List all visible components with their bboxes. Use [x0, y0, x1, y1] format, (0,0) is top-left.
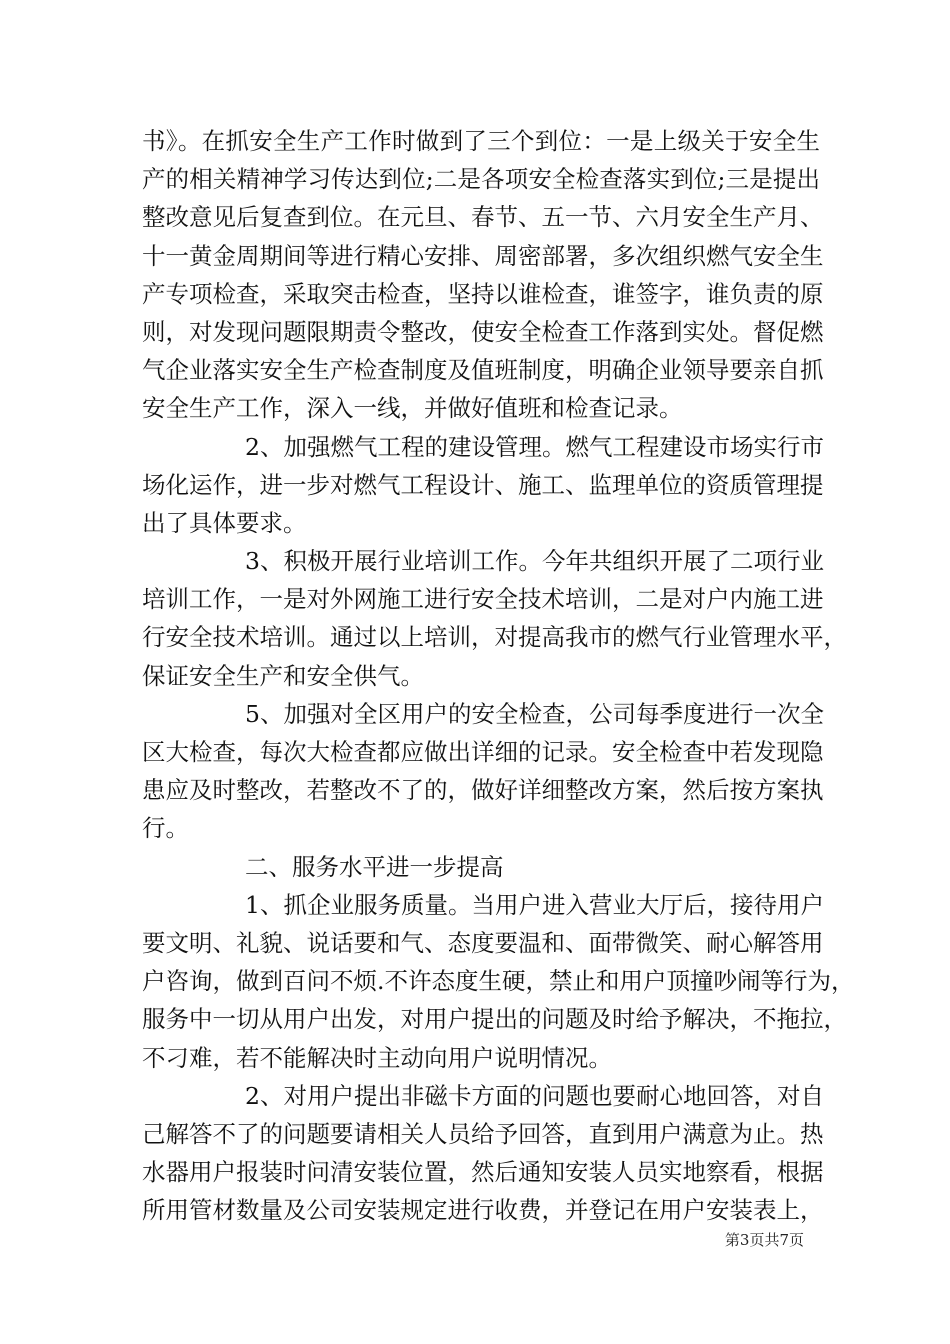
- paragraph: [142, 542, 847, 695]
- text-line: 出了具体要求。: [142, 508, 307, 537]
- text-line: 服务中一切从用户出发，对用户提出的问题及时给予解决，不拖拉，: [142, 1005, 847, 1034]
- text-line: 己解答不了的问题要请相关人员给予回答，直到用户满意为止。热: [142, 1119, 824, 1148]
- text-line: 户咨询，做到百问不烦.不许态度生硬，禁止和用户顶撞吵闹等行为，: [142, 967, 855, 996]
- text-line: 则，对发现问题限期责令整改，使安全检查工作落到实处。督促燃: [142, 317, 824, 346]
- text-line: 不刁难，若不能解决时主动向用户说明情况。: [142, 1043, 612, 1072]
- text-line: 1、抓企业服务质量。当用户进入营业大厅后，接待用户: [245, 890, 824, 919]
- text-line: 患应及时整改，若整改不了的，做好详细整改方案，然后按方案执: [142, 776, 824, 805]
- text-line: 整改意见后复查到位。在元旦、春节、五一节、六月安全生产月、: [142, 203, 824, 232]
- text-line: 行。: [142, 814, 189, 843]
- text-line: 产专项检查，采取突击检查，坚持以谁检查，谁签字，谁负责的原: [142, 279, 824, 308]
- paragraph: [142, 886, 855, 1077]
- paragraph: [142, 1077, 824, 1230]
- text-line: 行安全技术培训。通过以上培训，对提高我市的燃气行业管理水平，: [142, 623, 847, 652]
- text-line: 2、加强燃气工程的建设管理。燃气工程建设市场实行市: [245, 432, 824, 461]
- page-number: 第3页共7页: [724, 1231, 804, 1249]
- text-line: 要文明、礼貌、说话要和气、态度要温和、面带微笑、耐心解答用: [142, 928, 824, 957]
- text-line: 2、对用户提出非磁卡方面的问题也要耐心地回答，对自: [245, 1081, 824, 1110]
- text-line: 安全生产工作，深入一线，并做好值班和检查记录。: [142, 394, 683, 423]
- paragraph: [142, 848, 820, 886]
- text-line: 5、加强对全区用户的安全检查，公司每季度进行一次全: [245, 699, 824, 728]
- text-line: 3、积极开展行业培训工作。今年共组织开展了二项行业: [245, 547, 824, 576]
- document-body: [142, 122, 855, 1229]
- text-line: 产的相关精神学习传达到位;二是各项安全检查落实到位;三是提出: [142, 165, 820, 194]
- text-line: 水器用户报装时问清安装位置，然后通知安装人员实地察看，根据: [142, 1158, 824, 1187]
- text-line: 书》。在抓安全生产工作时做到了三个到位：一是上级关于安全生: [142, 127, 820, 155]
- text-line: 所用管材数量及公司安装规定进行收费，并登记在用户安装表上，: [142, 1196, 824, 1225]
- text-line: 气企业落实安全生产检查制度及值班制度，明确企业领导要亲自抓: [142, 356, 824, 385]
- paragraph: [142, 428, 824, 543]
- text-line: 十一黄金周期间等进行精心安排、周密部署，多次组织燃气安全生: [142, 241, 824, 270]
- text-line: 区大检查，每次大检查都应做出详细的记录。安全检查中若发现隐: [142, 738, 824, 766]
- text-line: 场化运作，进一步对燃气工程设计、施工、监理单位的资质管理提: [142, 470, 824, 499]
- text-line: 二、服务水平进一步提高: [245, 852, 504, 881]
- paragraph: [142, 695, 824, 848]
- text-line: 保证安全生产和安全供气。: [142, 661, 424, 690]
- paragraph: [142, 122, 824, 428]
- text-line: 培训工作，一是对外网施工进行安全技术培训，二是对户内施工进: [142, 585, 824, 614]
